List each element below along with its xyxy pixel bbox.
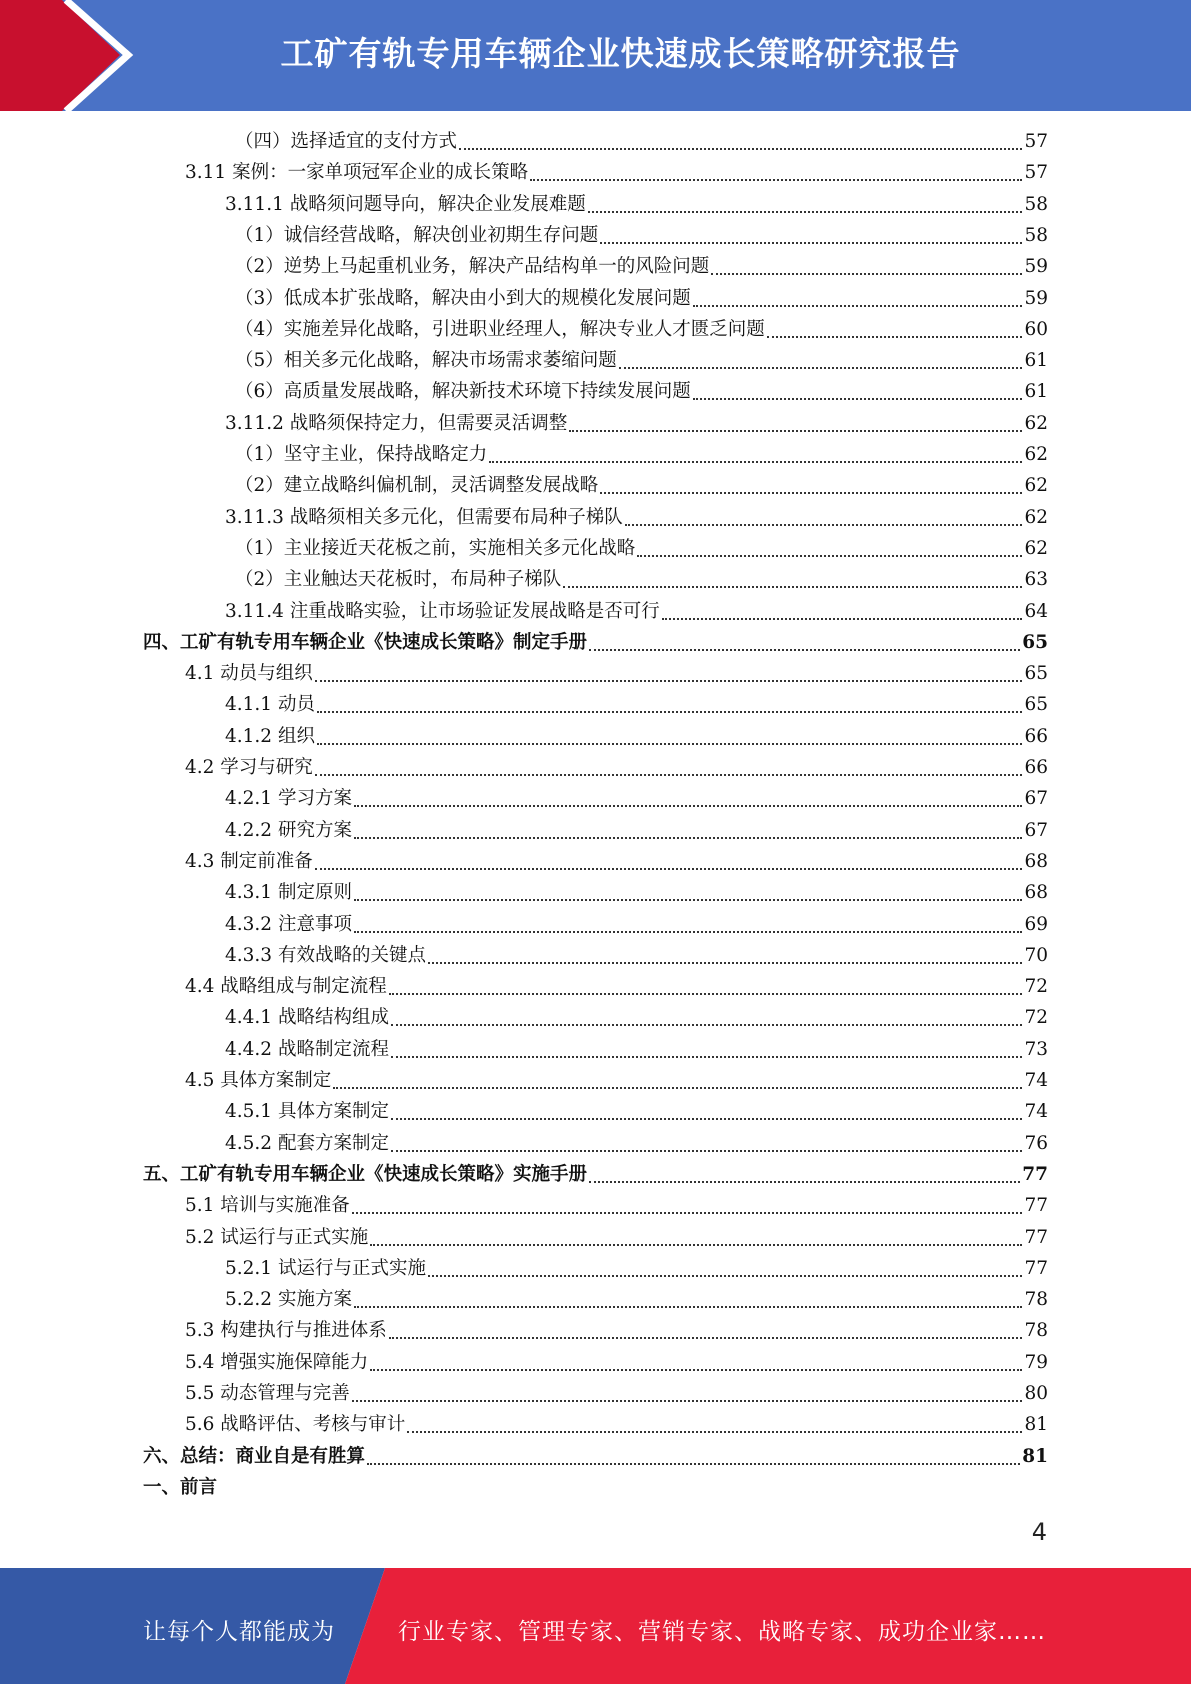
toc-entry-title: 5.4 增强实施保障能力	[185, 1351, 369, 1373]
toc-entry-title: （5）相关多元化战略，解决市场需求萎缩问题	[235, 350, 617, 372]
toc-entry[interactable]	[185, 847, 1048, 877]
toc-entry-page: 78	[1024, 1289, 1048, 1311]
toc-entry[interactable]	[185, 1410, 1048, 1440]
toc-dot-leader	[317, 743, 1023, 745]
toc-entry[interactable]	[143, 1160, 1048, 1190]
toc-entry-title: 4.3 制定前准备	[185, 850, 313, 872]
toc-dot-leader	[600, 242, 1022, 244]
toc-dot-leader	[588, 211, 1023, 213]
toc-entry[interactable]	[225, 1285, 1048, 1315]
header-arrow-decoration	[0, 0, 160, 111]
toc-entry-title: 4.2.1 学习方案	[225, 788, 352, 810]
toc-entry-page: 78	[1024, 1320, 1048, 1342]
toc-entry-title: 4.5.2 配套方案制定	[225, 1132, 389, 1154]
toc-entry-title: 5.1 培训与实施准备	[185, 1195, 350, 1217]
toc-dot-leader	[767, 336, 1023, 338]
toc-dot-leader	[489, 461, 1022, 463]
toc-entry[interactable]	[235, 284, 1048, 314]
toc-entry-page: 58	[1024, 193, 1048, 215]
toc-entry-title: 五、工矿有轨专用车辆企业《快速成长策略》实施手册	[143, 1163, 588, 1185]
toc-entry[interactable]	[225, 1129, 1048, 1159]
toc-entry-title: 3.11.2 战略须保持定力，但需要灵活调整	[225, 412, 568, 434]
toc-dot-leader	[354, 805, 1023, 807]
toc-entry-title: 4.5 具体方案制定	[185, 1070, 332, 1091]
page-footer	[0, 1568, 1191, 1684]
toc-entry-title: 5.6 战略评估、考核与审计	[185, 1414, 406, 1436]
toc-dot-leader	[315, 868, 1023, 870]
toc-entry-page: 77	[1022, 1163, 1048, 1185]
toc-entry-page: 80	[1024, 1383, 1048, 1404]
toc-entry-title: 4.1 动员与组织	[185, 663, 313, 685]
toc-entry-page: 61	[1024, 350, 1048, 372]
toc-dot-leader	[600, 492, 1022, 494]
footer-slogan-right: 行业专家、管理专家、营销专家、战略专家、成功企业家……	[398, 1619, 1046, 1645]
toc-dot-leader	[693, 398, 1023, 400]
toc-entry[interactable]	[143, 628, 1048, 658]
toc-entry[interactable]	[225, 1003, 1048, 1033]
toc-entry[interactable]	[185, 972, 1048, 1002]
toc-entry-title: 4.3.3 有效战略的关键点	[225, 944, 426, 966]
toc-entry-title: 3.11.4 注重战略实验，让市场验证发展战略是否可行	[225, 600, 660, 622]
toc-entry[interactable]	[225, 722, 1048, 752]
toc-entry-page: 66	[1024, 757, 1048, 778]
toc-entry-page: 76	[1024, 1132, 1048, 1154]
toc-entry-page: 74	[1024, 1070, 1048, 1091]
toc-entry[interactable]	[235, 127, 1048, 157]
toc-dot-leader	[333, 1087, 1022, 1089]
toc-dot-leader	[370, 1244, 1022, 1246]
toc-entry[interactable]	[225, 597, 1048, 627]
toc-entry-page: 58	[1024, 224, 1048, 246]
toc-entry-title: （2）主业触达天花板时，布局种子梯队	[235, 569, 562, 591]
toc-entry[interactable]	[225, 784, 1048, 814]
toc-entry[interactable]	[225, 503, 1048, 533]
toc-entry-page: 57	[1024, 162, 1048, 184]
toc-entry[interactable]	[225, 941, 1048, 971]
toc-entry-page: 62	[1024, 506, 1048, 528]
toc-dot-leader	[428, 1275, 1022, 1277]
toc-entry-title: 一、前言	[143, 1476, 218, 1498]
toc-dot-leader	[459, 148, 1022, 150]
toc-entry-title: 六、总结：商业自是有胜算	[143, 1445, 366, 1467]
toc-entry-title: 4.4.1 战略结构组成	[225, 1007, 389, 1029]
toc-entry-title: 4.3.2 注意事项	[225, 913, 352, 935]
toc-entry-title: 3.11 案例：一家单项冠军企业的成长策略	[185, 162, 529, 184]
toc-entry-title: （3）低成本扩张战略，解决由小到大的规模化发展问题	[235, 287, 691, 309]
toc-entry-title: （6）高质量发展战略，解决新技术环境下持续发展问题	[235, 381, 691, 403]
toc-entry-page: 65	[1024, 694, 1048, 716]
toc-entry[interactable]	[185, 659, 1048, 689]
toc-entry[interactable]	[235, 221, 1048, 251]
toc-entry[interactable]	[185, 1223, 1048, 1253]
toc-entry-page: 65	[1024, 663, 1048, 685]
toc-dot-leader	[428, 962, 1022, 964]
toc-dot-leader	[563, 586, 1022, 588]
toc-dot-leader	[637, 555, 1022, 557]
toc-dot-leader	[391, 1118, 1022, 1120]
toc-entry-title: （1）坚守主业，保持战略定力	[235, 444, 488, 465]
toc-entry-page: 59	[1024, 287, 1048, 309]
toc-entry[interactable]	[185, 1066, 1048, 1096]
toc-dot-leader	[354, 1306, 1023, 1308]
toc-entry[interactable]	[225, 910, 1048, 940]
toc-entry-title: 5.3 构建执行与推进体系	[185, 1320, 387, 1342]
page-number: 4	[1031, 1518, 1047, 1546]
toc-dot-leader	[354, 931, 1023, 933]
toc-entry[interactable]	[143, 1473, 1048, 1503]
toc-entry-title: 四、工矿有轨专用车辆企业《快速成长策略》制定手册	[143, 631, 588, 653]
toc-entry-page: 77	[1024, 1226, 1048, 1248]
toc-dot-leader	[625, 524, 1023, 526]
toc-entry[interactable]	[225, 1254, 1048, 1284]
toc-entry[interactable]	[235, 377, 1048, 407]
toc-entry-page: 62	[1024, 475, 1048, 497]
toc-entry-page: 72	[1024, 976, 1048, 998]
toc-entry-page: 65	[1022, 631, 1048, 653]
toc-entry[interactable]	[185, 753, 1048, 783]
toc-entry[interactable]	[225, 816, 1048, 846]
toc-dot-leader	[530, 179, 1022, 181]
toc-entry[interactable]	[235, 252, 1048, 282]
toc-entry-title: 5.2 试运行与正式实施	[185, 1226, 369, 1248]
toc-dot-leader	[391, 1150, 1022, 1152]
toc-entry-page: 64	[1024, 600, 1048, 622]
footer-slogan-left: 让每个人都能成为	[143, 1619, 335, 1645]
toc-entry-title: （2）建立战略纠偏机制，灵活调整发展战略	[235, 475, 599, 497]
toc-entry[interactable]	[235, 346, 1048, 376]
toc-dot-leader	[389, 1337, 1023, 1339]
toc-dot-leader	[315, 774, 1023, 776]
toc-entry-page: 74	[1024, 1101, 1048, 1123]
report-title: 工矿有轨专用车辆企业快速成长策略研究报告	[280, 34, 961, 73]
toc-entry[interactable]	[185, 1379, 1048, 1409]
toc-dot-leader	[370, 1369, 1022, 1371]
toc-dot-leader	[589, 649, 1020, 651]
toc-entry-page: 61	[1024, 381, 1048, 403]
toc-dot-leader	[711, 273, 1022, 275]
toc-entry-page: 62	[1024, 444, 1048, 465]
toc-entry-title: 4.1.1 动员	[225, 694, 315, 716]
toc-entry[interactable]	[185, 1316, 1048, 1346]
toc-entry-page: 57	[1024, 131, 1048, 152]
toc-entry-title: （2）逆势上马起重机业务，解决产品结构单一的风险问题	[235, 256, 710, 278]
toc-entry-page: 60	[1024, 318, 1048, 340]
toc-dot-leader	[352, 1400, 1023, 1402]
toc-entry-page: 77	[1024, 1195, 1048, 1217]
toc-entry[interactable]	[185, 1348, 1048, 1378]
toc-dot-leader	[354, 837, 1023, 839]
toc-dot-leader	[391, 1056, 1022, 1058]
toc-dot-leader	[619, 367, 1023, 369]
toc-entry-title: 3.11.1 战略须问题导向，解决企业发展难题	[225, 193, 586, 215]
toc-entry[interactable]	[225, 190, 1048, 220]
toc-entry-page: 62	[1024, 412, 1048, 434]
toc-entry-page: 81	[1022, 1445, 1048, 1467]
toc-entry-title: （四）选择适宜的支付方式	[235, 131, 458, 152]
toc-dot-leader	[315, 680, 1023, 682]
toc-entry-title: 4.2 学习与研究	[185, 757, 313, 778]
toc-dot-leader	[693, 305, 1023, 307]
toc-entry-page: 69	[1024, 913, 1048, 935]
toc-entry-page: 63	[1024, 569, 1048, 591]
toc-dot-leader	[354, 899, 1023, 901]
toc-entry-page: 79	[1024, 1351, 1048, 1373]
toc-entry-title: 4.3.1 制定原则	[225, 882, 352, 904]
toc-entry[interactable]	[185, 1191, 1048, 1221]
toc-entry-title: （1）主业接近天花板之前，实施相关多元化战略	[235, 537, 636, 559]
toc-entry[interactable]	[235, 565, 1048, 595]
toc-entry-title: 5.5 动态管理与完善	[185, 1383, 350, 1404]
toc-entry[interactable]	[225, 1035, 1048, 1065]
toc-entry[interactable]	[235, 315, 1048, 345]
toc-dot-leader	[569, 430, 1022, 432]
toc-dot-leader	[391, 1024, 1022, 1026]
toc-dot-leader	[352, 1212, 1023, 1214]
toc-entry[interactable]	[225, 1097, 1048, 1127]
toc-entry-page: 66	[1024, 725, 1048, 747]
toc-entry-title: 3.11.3 战略须相关多元化，但需要布局种子梯队	[225, 506, 623, 528]
toc-entry-page: 59	[1024, 256, 1048, 278]
toc-entry[interactable]	[235, 534, 1048, 564]
page-header	[0, 0, 1191, 111]
toc-entry-page: 62	[1024, 537, 1048, 559]
toc-entry-title: 4.4 战略组成与制定流程	[185, 976, 387, 998]
toc-entry[interactable]	[225, 409, 1048, 439]
toc-entry[interactable]	[235, 440, 1048, 470]
toc-entry-page: 68	[1024, 882, 1048, 904]
toc-entry-title: 4.1.2 组织	[225, 725, 315, 747]
toc-entry-page: 68	[1024, 850, 1048, 872]
toc-dot-leader	[389, 993, 1023, 995]
toc-entry-title: （1）诚信经营战略，解决创业初期生存问题	[235, 224, 599, 246]
toc-dot-leader	[407, 1431, 1022, 1433]
toc-entry[interactable]	[235, 471, 1048, 501]
toc-entry-title: 4.2.2 研究方案	[225, 819, 352, 841]
toc-entry[interactable]	[185, 158, 1048, 188]
toc-dot-leader	[589, 1181, 1020, 1183]
toc-entry-page: 67	[1024, 819, 1048, 841]
toc-entry-page: 77	[1024, 1257, 1048, 1279]
toc-entry-title: 5.2.2 实施方案	[225, 1289, 352, 1311]
toc-entry-title: 4.5.1 具体方案制定	[225, 1101, 389, 1123]
toc-entry[interactable]	[225, 878, 1048, 908]
toc-entry[interactable]	[143, 1442, 1048, 1472]
toc-entry-page: 67	[1024, 788, 1048, 810]
toc-entry-title: （4）实施差异化战略，引进职业经理人，解决专业人才匮乏问题	[235, 318, 765, 340]
toc-entry-title: 4.4.2 战略制定流程	[225, 1038, 389, 1060]
toc-entry-page: 72	[1024, 1007, 1048, 1029]
toc-dot-leader	[317, 711, 1023, 713]
toc-entry[interactable]	[225, 690, 1048, 720]
toc-entry-page: 73	[1024, 1038, 1048, 1060]
toc-entry-page: 81	[1024, 1414, 1048, 1436]
toc-entry-title: 5.2.1 试运行与正式实施	[225, 1257, 426, 1279]
toc-dot-leader	[662, 618, 1023, 620]
toc-entry-page: 70	[1024, 944, 1048, 966]
toc-dot-leader	[367, 1463, 1020, 1465]
